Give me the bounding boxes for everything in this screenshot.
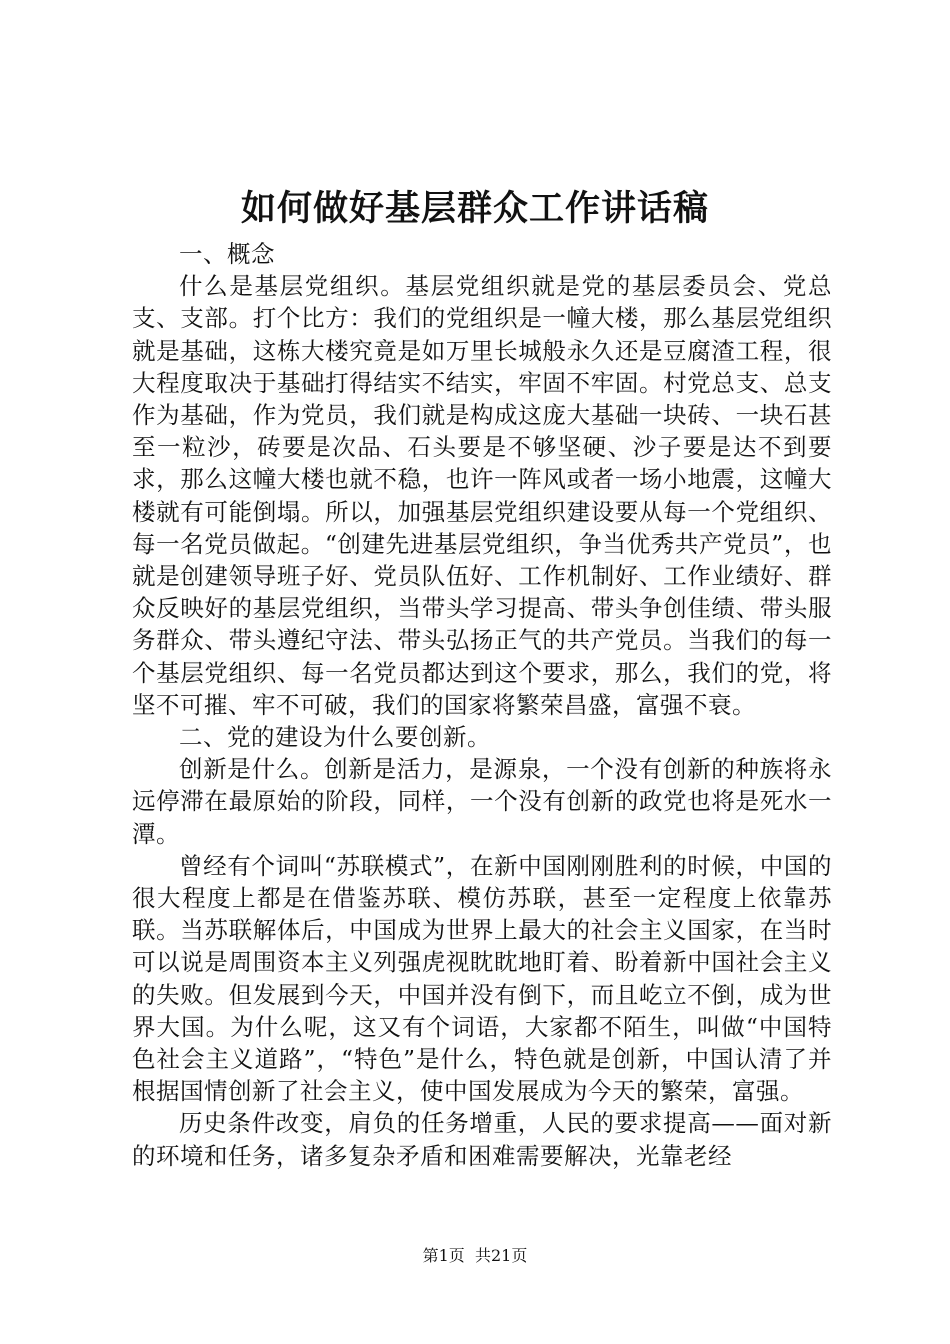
paragraph-historical-conditions: 历史条件改变，肩负的任务增重，人民的要求提高——面对新的环境和任务，诸多复杂矛盾和困难需要解决，光靠老经: [132, 1109, 832, 1170]
page-total: 共21页: [474, 1246, 528, 1265]
page-footer: [0, 1244, 950, 1268]
paragraph-party-organization: 什么是基层党组织。基层党组织就是党的基层委员会、党总支、支部。打个比方：我们的党组织是一幢大楼，那么基层党组织就是基础，这栋大楼究竟是如万里长城般永久还是豆腐渣工程，很大程度取决于基础打得结实不结实，牢固不牢固。村党总支、总支作为基础，作为党员，我们就是构成这庞大基础一块砖、一块石甚至一粒沙，砖要是次品、石头要是不够坚硬、沙子要是达不到要求，那么这幢大楼也就不稳，也许一阵风或者一场小地震，这幢大楼就有可能倒塌。所以，加强基层党组织建设要从每一个党组织、每一名党员做起。“创建先进基层党组织，争当优秀共产党员”，也就是创建领导班子好、党员队伍好、工作机制好、工作业绩好、群众反映好的基层党组织，当带头学习提高、带头争创佳绩、带头服务群众、带头遵纪守法、带头弘扬正气的共产党员。当我们的每一个基层党组织、每一名党员都达到这个要求，那么，我们的党，将坚不可摧、牢不可破，我们的国家将繁荣昌盛，富强不衰。: [132, 272, 832, 719]
document-title: 如何做好基层群众工作讲话稿: [240, 188, 709, 229]
section-heading-concept: 一、概念: [179, 240, 275, 268]
section-heading-innovation: 二、党的建设为什么要创新。: [179, 723, 491, 752]
document-body: [132, 238, 832, 1172]
page-number: 第1页: [422, 1246, 465, 1265]
paragraph-what-is-innovation: 创新是什么。创新是活力，是源泉，一个没有创新的种族将永远停滞在最原始的阶段，同样，一个没有创新的政党也将是死水一潭。: [132, 755, 832, 848]
paragraph-soviet-model: 曾经有个词叫“苏联模式”，在新中国刚刚胜利的时候，中国的很大程度上都是在借鉴苏联、模仿苏联，甚至一定程度上依靠苏联。当苏联解体后，中国成为世界上最大的社会主义国家，在当时可以说是周围资本主义列强虎视眈眈地盯着、盼着新中国社会主义的失败。但发展到今天，中国并没有倒下，而且屹立不倒，成为世界大国。为什么呢，这又有个词语，大家都不陌生，叫做“中国特色社会主义道路”，“特色”是什么，特色就是创新，中国认清了并根据国情创新了社会主义，使中国发展成为今天的繁荣，富强。: [132, 851, 832, 1106]
